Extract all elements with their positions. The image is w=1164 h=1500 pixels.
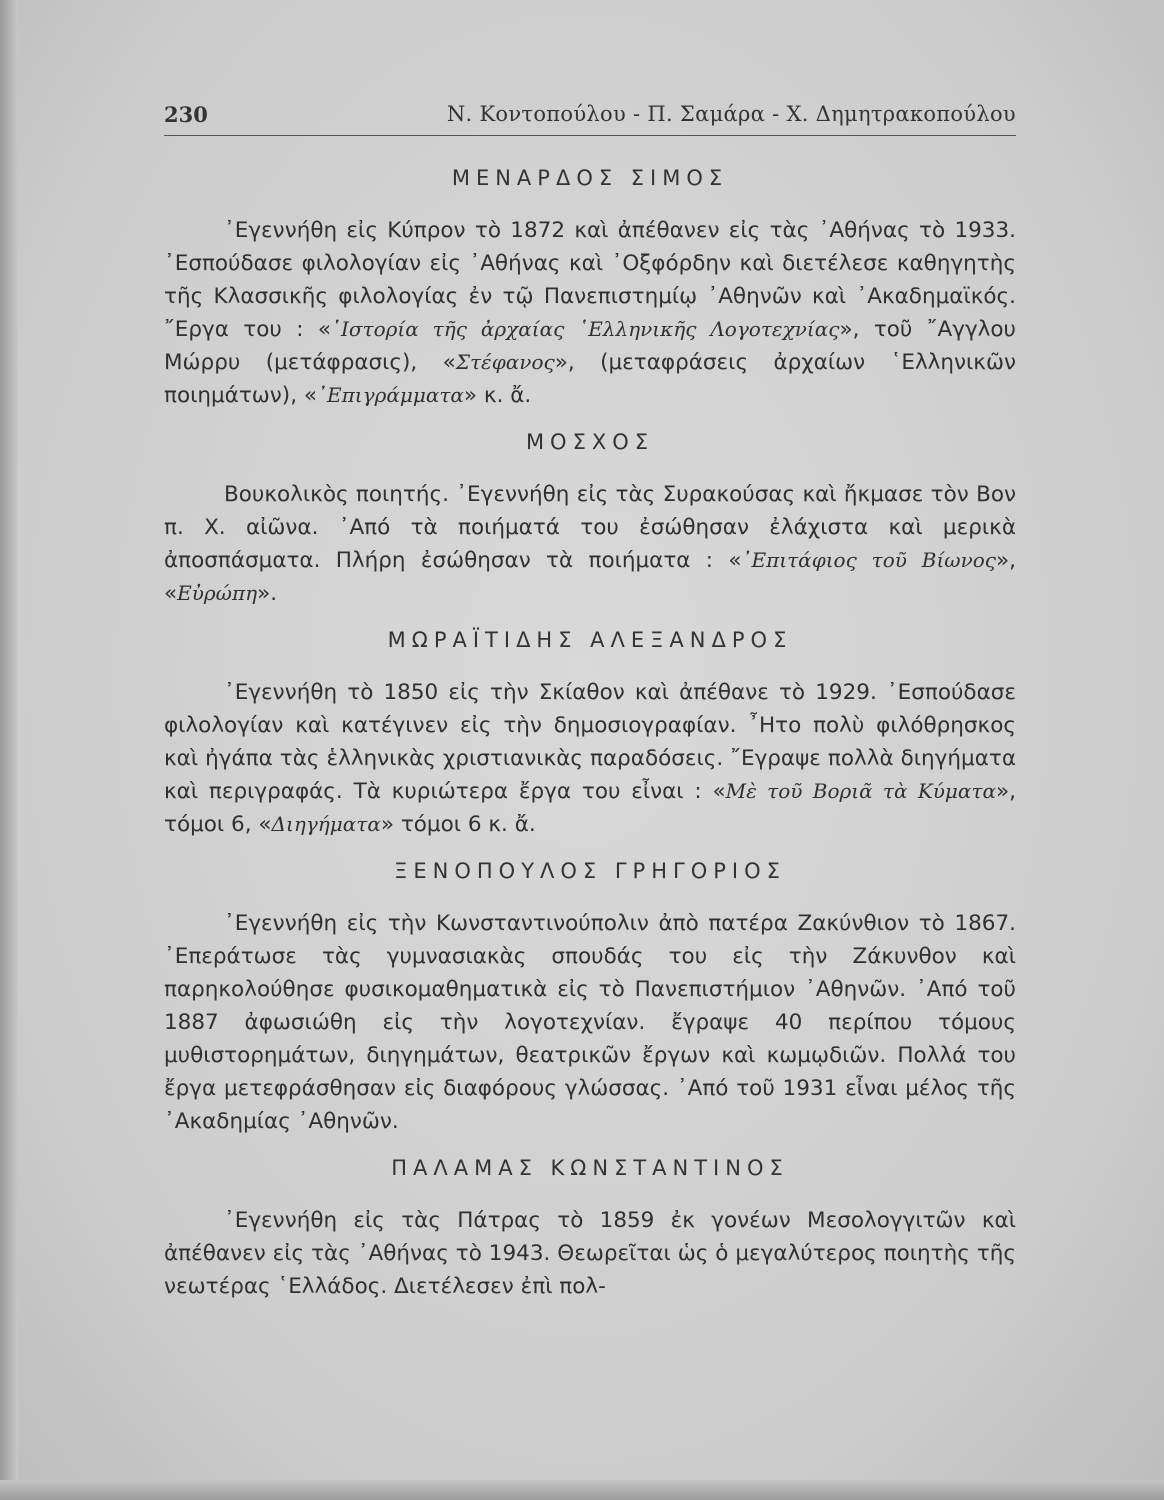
bio-paragraph: ᾿Εγεννήθη εἰς τὰς Πάτρας τὸ 1859 ἐκ γονέων Μεσολογγιτῶν καὶ ἀπέθανεν εἰς τὰς ᾿Αθήνας τὸ 1943. Θεωρεῖται ὡς ὁ μεγαλύτερος ποιητὴς τῆς νεωτέρας ῾Ελλάδος. Διετέλεσεν ἐπὶ πολ- — [164, 1208, 1016, 1299]
work-title: ᾿Επιτάφιος τοῦ Βίωνος — [741, 548, 996, 572]
work-title: Εὐρώπη — [177, 581, 258, 605]
work-title: Διηγήματα — [271, 812, 381, 836]
work-title: Στέφανος — [455, 350, 555, 374]
entry-heading: ΠΑΛΑΜΑΣ ΚΩΝΣΤΑΝΤΙΝΟΣ — [391, 1156, 789, 1180]
work-title: ῾Ιστορία τῆς ἀρχαίας ῾Ελληνικῆς Λογοτεχνίας — [331, 317, 840, 341]
bio-paragraph: ᾿Εγεννήθη τὸ 1850 εἰς τὴν Σκίαθον καὶ ἀπέθανε τὸ 1929. ᾿Εσπούδασε φιλολογίαν καὶ κατέγινεν εἰς τὴν δημοσιογραφίαν. ῏Ητο πολὺ φιλόθρησκος καὶ ἠγάπα τὰς ἑλληνικὰς χριστιανικὰς παραδόσεις. ῎Εγραψε πολλὰ διηγήματα καὶ περιγραφάς. Τὰ κυριώτερα ἔργα του εἶναι : «Μὲ τοῦ Βοριᾶ τὰ Κύματα», τόμοι 6, «Διηγήματα» τόμοι 6 κ. ἄ. — [164, 680, 1016, 837]
page-shadow-left — [0, 0, 18, 1500]
entry-bio — [164, 907, 1016, 1138]
entry-heading: ΜΩΡΑΪΤΙΔΗΣ ΑΛΕΞΑΝΔΡΟΣ — [387, 628, 793, 652]
running-head: Ν. Κοντοπούλου - Π. Σαμάρα - Χ. Δημητρακοπούλου — [446, 102, 1016, 126]
work-title: Μὲ τοῦ Βοριᾶ τὰ Κύματα — [725, 779, 996, 803]
entry-heading: ΜΟΣΧΟΣ — [525, 430, 655, 454]
page-header — [164, 102, 1016, 136]
bio-paragraph: ᾿Εγεννήθη εἰς Κύπρον τὸ 1872 καὶ ἀπέθανεν εἰς τὰς ᾿Αθήνας τὸ 1933. ᾿Εσπούδασε φιλολογίαν εἰς ᾿Αθήνας καὶ ᾿Οξφόρδην καὶ διετέλεσε καθηγητὴς τῆς Κλασσικῆς φιλολογίας ἐν τῷ Πανεπιστημίῳ ᾿Αθηνῶν καὶ ᾿Ακαδημαϊκός. ῎Εργα του : «῾Ιστορία τῆς ἀρχαίας ῾Ελληνικῆς Λογοτεχνίας», τοῦ ῎Αγγλου Μώρρυ (μετάφρασις), «Στέφανος», (μεταφράσεις ἀρχαίων ῾Ελληνικῶν ποιημάτων), «᾿Επιγράμματα» κ. ἄ. — [164, 218, 1016, 408]
entry-bio — [164, 478, 1016, 610]
page-shadow-bottom — [0, 1480, 1164, 1500]
entry-heading: ΜΕΝΑΡΔΟΣ ΣΙΜΟΣ — [451, 166, 729, 190]
page-number: 230 — [164, 102, 208, 127]
bio-paragraph: Βουκολικὸς ποιητής. ᾿Εγεννήθη εἰς τὰς Συρακούσας καὶ ἤκμασε τὸν Βον π. Χ. αἰῶνα. ᾿Από τὰ ποιήματά του ἐσώθησαν ἐλάχιστα καὶ μερικὰ ἀποσπάσματα. Πλήρη ἐσώθησαν τὰ ποιήματα : «᾿Επιτάφιος τοῦ Βίωνος», «Εὐρώπη». — [164, 482, 1016, 606]
page-content — [164, 158, 1016, 1313]
entry-heading: ΞΕΝΟΠΟΥΛΟΣ ΓΡΗΓΟΡΙΟΣ — [394, 859, 786, 883]
entry-bio — [164, 214, 1016, 412]
entry-bio — [164, 1204, 1016, 1303]
work-title: ᾿Επιγράμματα — [317, 383, 464, 407]
header-rule — [164, 135, 1016, 136]
entry-bio — [164, 676, 1016, 841]
bio-paragraph: ᾿Εγεννήθη εἰς τὴν Κωνσταντινούπολιν ἀπὸ πατέρα Ζακύνθιον τὸ 1867. ᾿Επεράτωσε τὰς γυμνασιακὰς σπουδάς του εἰς τὴν Ζάκυνθον καὶ παρηκολούθησε φυσικομαθηματικὰ εἰς τὸ Πανεπιστήμιον ᾿Αθηνῶν. ᾿Από τοῦ 1887 ἀφωσιώθη εἰς τὴν λογοτεχνίαν. ἔγραψε 40 περίπου τόμους μυθιστορημάτων, διηγημάτων, θεατρικῶν ἔργων καὶ κωμῳδιῶν. Πολλά του ἔργα μετεφράσθησαν εἰς διαφόρους γλώσσας. ᾿Από τοῦ 1931 εἶναι μέλος τῆς ᾿Ακαδημίας ᾿Αθηνῶν. — [164, 911, 1016, 1134]
